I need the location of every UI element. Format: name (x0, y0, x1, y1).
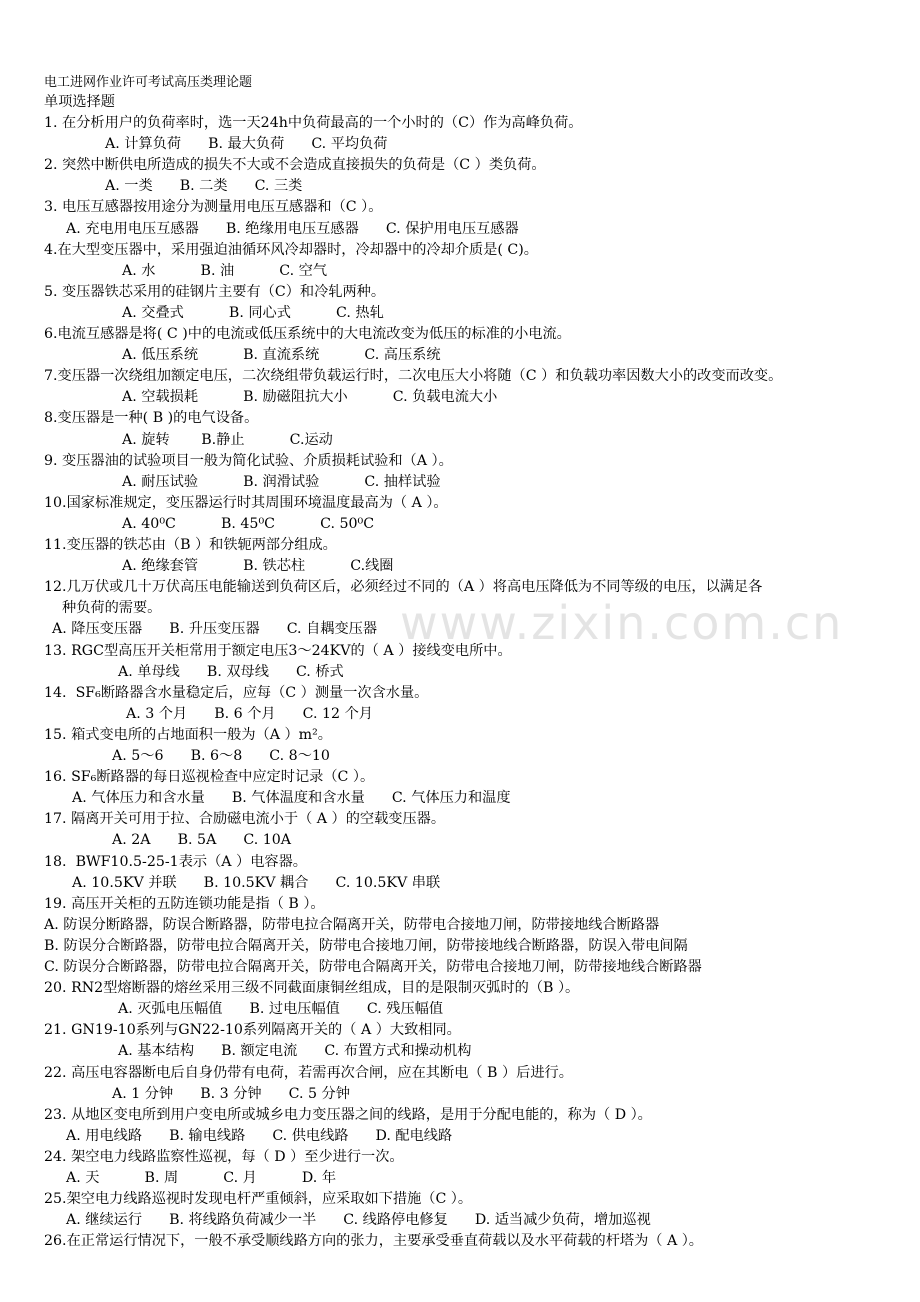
text-line: 9. 变压器油的试验项目一般为简化试验、介质损耗试验和（A ）。 (44, 453, 453, 469)
text-line: A. 耐压试验 B. 润滑试验 C. 抽样试验 (122, 474, 441, 490)
text-line: 12.几万伏或几十万伏高压电能输送到负荷区后，必须经过不同的（A ）将高电压降低为不同等级的电压，以满足各 (44, 579, 763, 595)
text-line: 16. SF₆断路器的每日巡视检查中应定时记录（C ）。 (44, 769, 375, 785)
text-line: 26.在正常运行情况下，一般不承受顺线路方向的张力，主要承受垂直荷载以及水平荷载的杆塔为（ A ）。 (44, 1233, 703, 1249)
text-line: A. 降压变压器 B. 升压变压器 C. 自耦变压器 (52, 621, 378, 637)
text-line: 2. 突然中断供电所造成的损失不大或不会造成直接损失的负荷是（C ）类负荷。 (44, 157, 546, 173)
text-line: 种负荷的需要。 (62, 600, 162, 616)
text-line: 7.变压器一次绕组加额定电压，二次绕组带负载运行时，二次电压大小将随（C ）和负载功率因数大小的改变而改变。 (44, 368, 783, 384)
document-title: 电工进网作业许可考试高压类理论题 (44, 75, 253, 90)
text-line: 5. 变压器铁芯采用的硅钢片主要有（C）和冷轧两种。 (44, 284, 386, 300)
text-line: 14. SF₆断路器含水量稳定后，应每（C ）测量一次含水量。 (44, 685, 429, 701)
text-line: 1. 在分析用户的负荷率时，选一天24h中负荷最高的一个小时的（C）作为高峰负荷。 (44, 115, 583, 131)
text-line: A. 交叠式 B. 同心式 C. 热轧 (122, 305, 384, 321)
text-line: C. 防误分合断路器，防带电拉合隔离开关，防带电合隔离开关，防带电合接地刀闸，防带接地线合断路器 (44, 959, 702, 975)
text-line: A. 充电用电压互感器 B. 绝缘用电压互感器 C. 保护用电压互感器 (66, 221, 519, 237)
text-line: A. 水 B. 油 C. 空气 (122, 263, 328, 279)
text-line: A. 低压系统 B. 直流系统 C. 高压系统 (122, 347, 441, 363)
text-line: A. 气体压力和含水量 B. 气体温度和含水量 C. 气体压力和温度 (72, 790, 511, 806)
watermark: www.zixin.com.cn (400, 596, 844, 650)
text-line: A. 5～6 B. 6～8 C. 8～10 (112, 748, 330, 764)
text-line: A. 空载损耗 B. 励磁阻抗大小 C. 负载电流大小 (122, 389, 498, 405)
text-line: A. 2A B. 5A C. 10A (112, 832, 292, 848)
text-line: A. 10.5KV 并联 B. 10.5KV 耦合 C. 10.5KV 串联 (72, 875, 441, 891)
text-line: A. 40⁰C B. 45⁰C C. 50⁰C (122, 516, 375, 532)
text-line: 11.变压器的铁芯由（B ）和铁轭两部分组成。 (44, 537, 337, 553)
text-line: A. 灭弧电压幅值 B. 过电压幅值 C. 残压幅值 (118, 1001, 444, 1017)
text-line: 3. 电压互感器按用途分为测量用电压互感器和（C ）。 (44, 199, 383, 215)
text-line: 20. RN2型熔断器的熔丝采用三级不同截面康铜丝组成，目的是限制灭弧时的（B ）。 (44, 980, 580, 996)
text-line: 17. 隔离开关可用于拉、合励磁电流小于（ A ）的空载变压器。 (44, 811, 446, 827)
text-line: A. 3 个月 B. 6 个月 C. 12 个月 (126, 706, 373, 722)
section-heading: 单项选择题 (44, 94, 115, 110)
text-line: A. 用电线路 B. 输电线路 C. 供电线路 D. 配电线路 (66, 1128, 453, 1144)
text-line: A. 旋转 B.静止 C.运动 (122, 432, 333, 448)
text-line: 10.国家标准规定，变压器运行时其周围环境温度最高为（ A ）。 (44, 495, 448, 511)
text-line: A. 一类 B. 二类 C. 三类 (105, 178, 303, 194)
text-line: A. 天 B. 周 C. 月 D. 年 (66, 1170, 337, 1186)
text-line: 13. RGC型高压开关柜常用于额定电压3～24KV的（ A ）接线变电所中。 (44, 643, 512, 659)
text-line: 18. BWF10.5-25-1表示（A ）电容器。 (44, 854, 307, 870)
text-line: 15. 箱式变电所的占地面积一般为（A ）m²。 (44, 727, 332, 743)
text-line: 6.电流互感器是将( C )中的电流或低压系统中的大电流改变为低压的标准的小电流。 (44, 326, 571, 342)
text-line: B. 防误分合断路器，防带电拉合隔离开关，防带电合接地刀闸，防带接地线合断路器，防误入带电间隔 (44, 938, 688, 954)
text-line: A. 1 分钟 B. 3 分钟 C. 5 分钟 (112, 1086, 350, 1102)
text-line: A. 计算负荷 B. 最大负荷 C. 平均负荷 (105, 136, 388, 152)
text-line: A. 基本结构 B. 额定电流 C. 布置方式和操动机构 (118, 1043, 472, 1059)
text-line: 21. GN19-10系列与GN22-10系列隔离开关的（ A ）大致相同。 (44, 1022, 461, 1038)
text-line: 22. 高压电容器断电后自身仍带有电荷，若需再次合闸，应在其断电（ B ）后进行。 (44, 1065, 573, 1081)
text-line: A. 单母线 B. 双母线 C. 桥式 (118, 664, 344, 680)
text-line: 23. 从地区变电所到用户变电所或城乡电力变压器之间的线路，是用于分配电能的，称为（ D ）。 (44, 1107, 652, 1123)
text-line: 25.架空电力线路巡视时发现电杆严重倾斜，应采取如下措施（C ）。 (44, 1191, 473, 1207)
text-line: A. 绝缘套管 B. 铁芯柱 C.线圈 (122, 558, 394, 574)
text-line: 4.在大型变压器中，采用强迫油循环风冷却器时，冷却器中的冷却介质是( C)。 (44, 242, 538, 258)
text-line: 19. 高压开关柜的五防连锁功能是指（ B ）。 (44, 896, 325, 912)
text-line: A. 防误分断路器，防误合断路器，防带电拉合隔离开关，防带电合接地刀闸，防带接地线合断路器 (44, 917, 660, 933)
text-line: A. 继续运行 B. 将线路负荷减少一半 C. 线路停电修复 D. 适当减少负荷，增加巡视 (66, 1212, 651, 1228)
text-line: 8.变压器是一种( B )的电气设备。 (44, 410, 259, 426)
text-line: 24. 架空电力线路监察性巡视，每（ D ）至少进行一次。 (44, 1149, 404, 1165)
